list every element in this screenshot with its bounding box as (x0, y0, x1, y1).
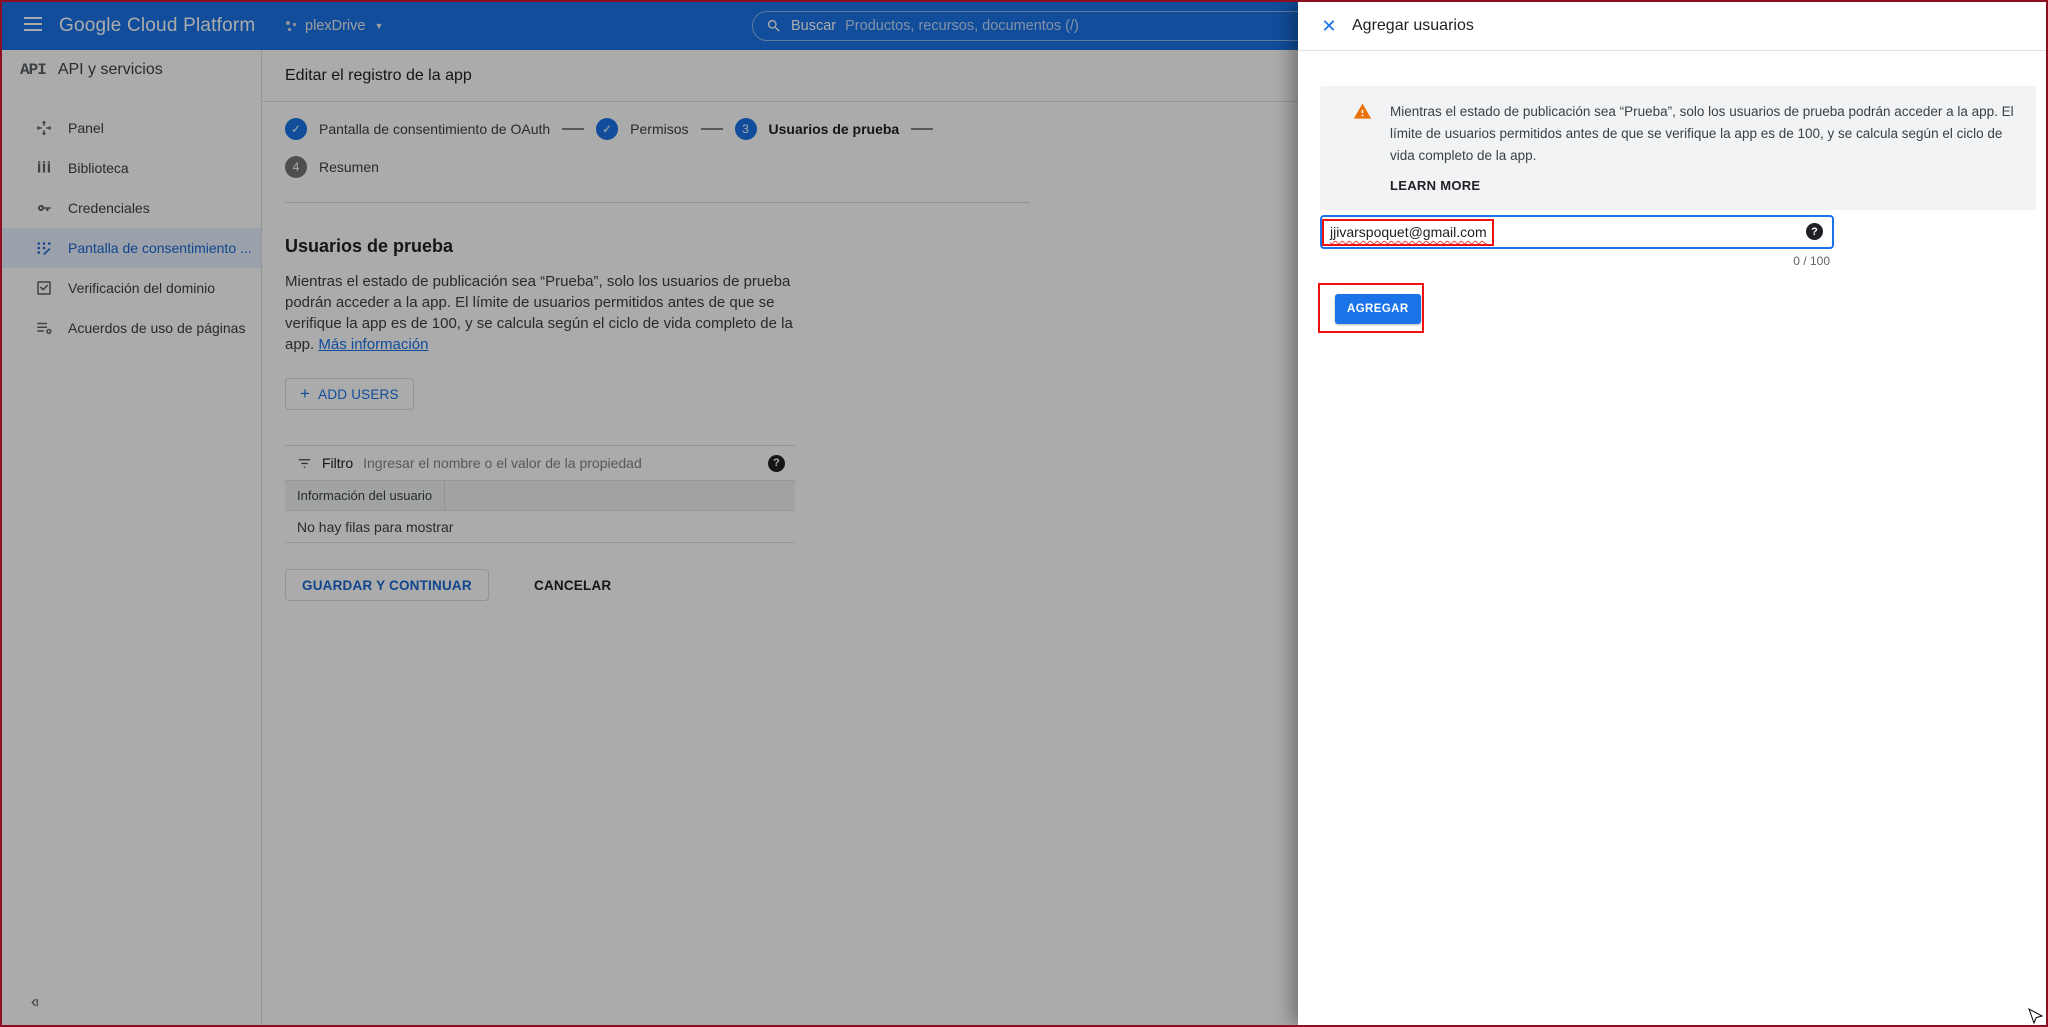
email-help-icon[interactable]: ? (1806, 223, 1823, 240)
project-name: plexDrive (305, 18, 366, 34)
step-2-label[interactable]: Permisos (630, 121, 689, 137)
learn-more-link[interactable]: LEARN MORE (1390, 178, 1481, 193)
sidebar-item-label: Panel (68, 120, 104, 136)
more-info-link[interactable]: Más información (318, 336, 429, 353)
sidebar-item-label: Acuerdos de uso de páginas (68, 320, 246, 336)
description-text: Mientras el estado de publicación sea “Prueba”, solo los usuarios de prueba podrán acceder a la app. El límite de usuarios permitidos antes de que se verifique la app es de 100, y se calcula según el ciclo de vida completo de la app. (285, 273, 793, 353)
warning-icon (1352, 102, 1373, 121)
agregar-button[interactable]: AGREGAR (1335, 294, 1421, 324)
sidebar-item-label: Verificación del dominio (68, 280, 216, 296)
email-counter: 0 / 100 (1793, 254, 1830, 268)
app-region (2, 2, 1298, 1025)
section-title: Usuarios de prueba (285, 236, 454, 256)
api-logo-icon: API (20, 61, 46, 79)
panel-header (1298, 2, 2048, 51)
cancel-button[interactable]: CANCELAR (534, 569, 611, 601)
step-4-badge: 4 (285, 156, 307, 178)
step-1-label[interactable]: Pantalla de consentimiento de OAuth (319, 121, 551, 137)
save-and-continue-button[interactable]: GUARDAR Y CONTINUAR (285, 569, 489, 601)
close-icon[interactable]: ✕ (1321, 15, 1337, 36)
add-users-label: ADD USERS (318, 386, 399, 402)
sidebar-item-label: Credenciales (68, 200, 150, 216)
warning-banner (1320, 86, 2036, 210)
warning-text: Mientras el estado de publicación sea “Prueba”, solo los usuarios de prueba podrán acceder a la app. El límite de usuarios permitidos antes de que se verifique la app es de 100, y se calcula según el ciclo de vida completo de la app. (1390, 104, 2014, 163)
filter-label: Filtro (322, 455, 354, 471)
search-placeholder: Productos, recursos, documentos (/) (845, 18, 1079, 34)
search-label: Buscar (791, 18, 837, 34)
product-name: Google Cloud Platform (59, 15, 256, 36)
step-3-badge: 3 (735, 118, 757, 140)
page-title: Editar el registro de la app (262, 50, 1298, 102)
sidebar-item-label: Pantalla de consentimiento ... (68, 240, 252, 256)
email-value: jjivarspoquet@gmail.com (1330, 224, 1487, 240)
filter-help-icon[interactable]: ? (768, 455, 785, 472)
plus-icon: + (300, 384, 311, 403)
table-header-user-info[interactable]: Información del usuario (285, 481, 445, 510)
modal-scrim[interactable] (2, 2, 1298, 1025)
step-1-badge: ✓ (285, 118, 307, 140)
sidebar-title: API y servicios (57, 61, 163, 78)
chevron-down-icon: ▼ (374, 21, 384, 31)
step-2-badge: ✓ (596, 118, 618, 140)
step-4-label[interactable]: Resumen (319, 159, 379, 175)
add-users-panel (1298, 2, 2048, 1025)
sidebar-item-label: Biblioteca (68, 160, 129, 176)
panel-title: Agregar usuarios (1352, 17, 1474, 34)
table-empty-row: No hay filas para mostrar (285, 511, 795, 543)
step-3-label[interactable]: Usuarios de prueba (768, 121, 900, 137)
email-input[interactable] (1320, 215, 1834, 249)
